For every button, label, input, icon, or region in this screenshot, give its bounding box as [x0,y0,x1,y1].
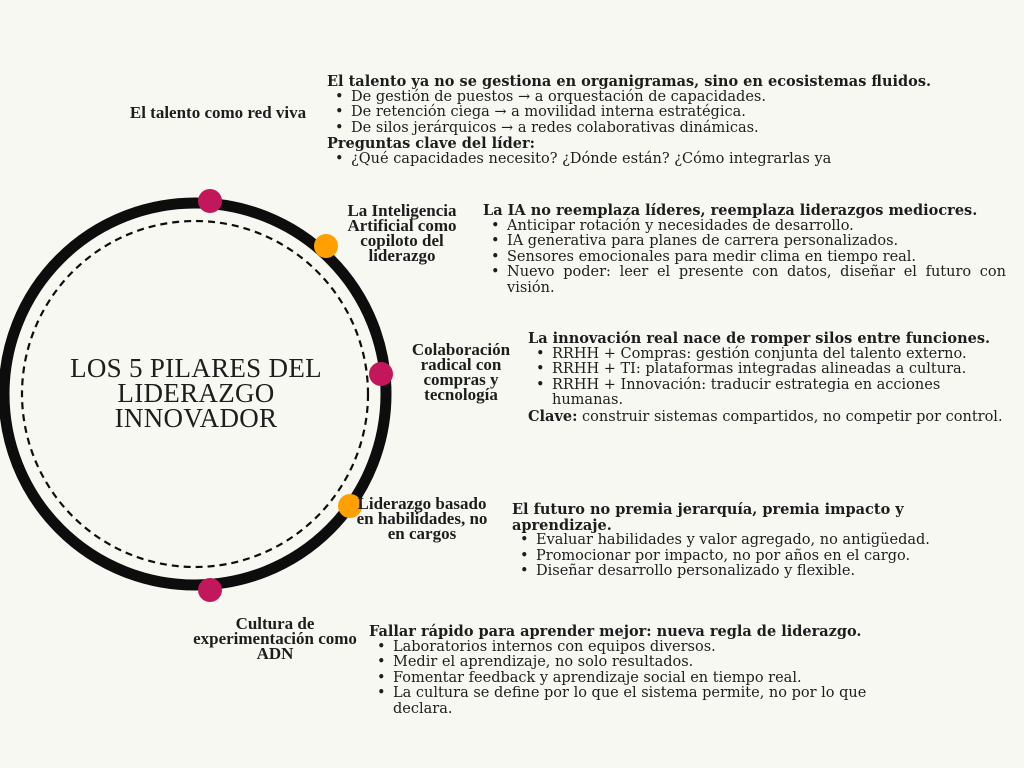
pillar-bullets [528,347,1006,409]
bullet-item: • De gestión de puestos → a orquestación de capacidades. [327,90,947,106]
key-text: construir sistemas compartidos, no competir por control. [577,408,1003,425]
pillar-headline: Fallar rápido para aprender mejor: nueva regla de liderazgo. [369,623,862,640]
bullet-item: • RRHH + Compras: gestión conjunta del talento externo. [528,347,1006,363]
pillar-bullets [369,640,889,718]
pillar-key-note [528,409,1006,426]
pillar-bullets [483,219,1006,297]
bullet-item: • Medir el aprendizaje, no solo resultados. [369,655,889,671]
dot-talento [198,189,222,213]
pillar-label-habilidades: Liderazgo basado en habilidades, no en cargos [356,494,488,543]
diagram-title: LOS 5 PILARES DEL LIDERAZGO INNOVADOR [70,353,322,433]
bullet-item: • RRHH + TI: plataformas integradas alineadas a cultura. [528,362,1006,378]
pillar-headline: El futuro no premia jerarquía, premia impacto y aprendizaje. [512,501,904,534]
bullet-item: • Sensores emocionales para medir clima en tiempo real. [483,250,1006,266]
pillar-block-cultura [369,624,889,717]
bullet-item: • De retención ciega → a movilidad interna estratégica. [327,105,947,121]
bullet-item: • Diseñar desarrollo personalizado y flexible. [512,564,972,580]
bullet-item: • La cultura se define por lo que el sistema permite, no por lo que declara. [369,686,889,717]
pillar-block-talento [327,74,947,167]
bullet-item: • De silos jerárquicos → a redes colaborativas dinámicas. [327,121,947,137]
bullet-item: • Anticipar rotación y necesidades de desarrollo. [483,219,1006,235]
pillar-block-habilidades [512,502,972,580]
pillar-headline: El talento ya no se gestiona en organigramas, sino en ecosistemas fluidos. [327,73,932,90]
bullet-item: • Evaluar habilidades y valor agregado, no antigüedad. [512,533,972,549]
pillar-headline: La IA no reemplaza líderes, reemplaza liderazgos mediocres. [483,202,978,219]
pillar-label-talento: El talento como red viva [129,103,307,122]
bullet-item: • ¿Qué capacidades necesito? ¿Dónde están? ¿Cómo integrarlas ya [327,152,947,168]
pillar-block-colaboracion [528,331,1006,425]
pillar-block-ia [483,203,1006,296]
pillar-label-cultura: Cultura de experimentación como ADN [193,614,357,663]
pillar-subheadline: Preguntas clave del líder: [327,135,536,152]
dot-colaboracion [369,362,393,386]
bullet-item: • Laboratorios internos con equipos diversos. [369,640,889,656]
pillar-label-ia: La Inteligencia Artificial como copiloto del liderazgo [347,201,457,265]
bullet-item: • Fomentar feedback y aprendizaje social en tiempo real. [369,671,889,687]
bullet-item: • Nuevo poder: leer el presente con datos, diseñar el futuro con visión. [483,265,1006,296]
bullet-item: • Promocionar por impacto, no por años en el cargo. [512,549,972,565]
pillar-headline: La innovación real nace de romper silos entre funciones. [528,330,991,347]
bullet-item: • RRHH + Innovación: traducir estrategia en acciones humanas. [528,378,1006,409]
pillar-label-colaboracion: Colaboración radical con compras y tecnología [411,340,511,404]
dot-cultura [198,578,222,602]
pillar-bullets [327,90,947,137]
pillar-sub-bullets [327,152,947,168]
key-label: Clave: [528,407,578,425]
bullet-item: • IA generativa para planes de carrera personalizados. [483,234,1006,250]
pillar-bullets [512,533,972,580]
